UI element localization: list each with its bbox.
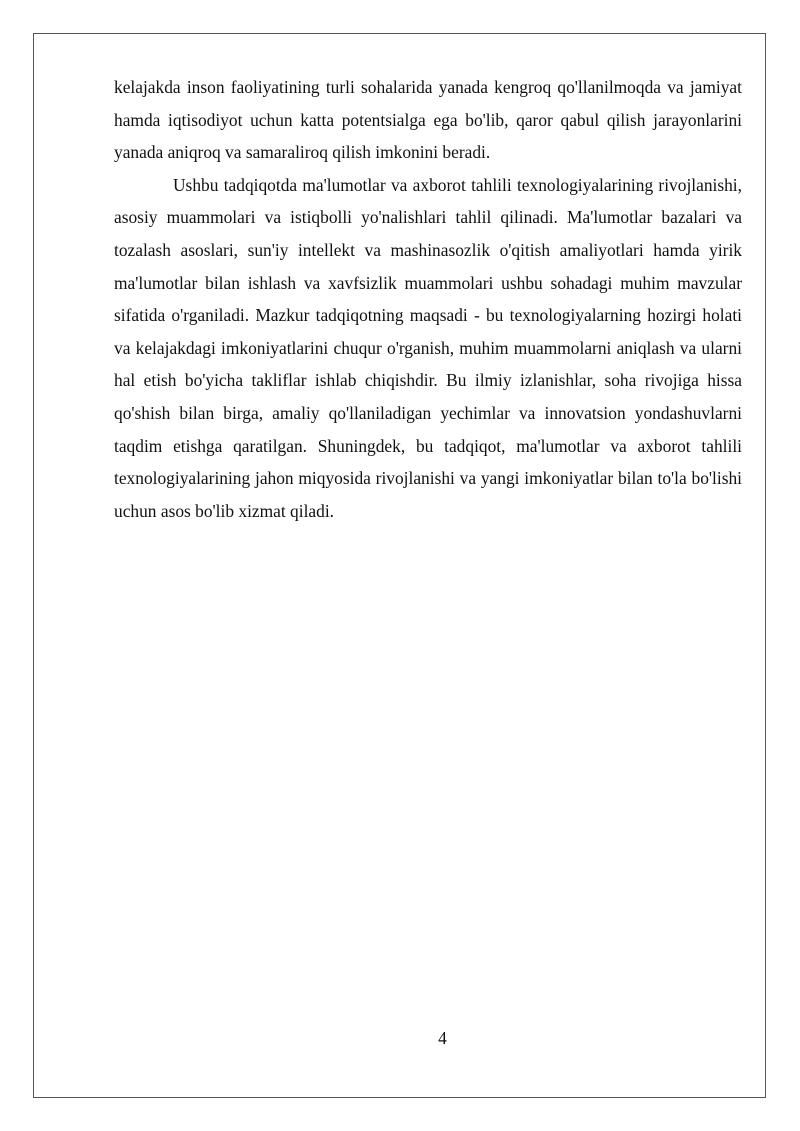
body-text: [114, 71, 742, 527]
paragraph-continuation: kelajakda inson faoliyatining turli sohalarida yanada kengroq qo'llanilmoqda va jamiyat hamda iqtisodiyot uchun katta potentsialga ega bo'lib, qaror qabul qilish jarayonlarini yanada aniqroq va samaraliroq qilish imkonini beradi.: [114, 77, 742, 163]
page-number: 4: [438, 1028, 447, 1048]
paragraph-research-overview: Ushbu tadqiqotda ma'lumotlar va axborot tahlili texnologiyalarining rivojlanishi, asosiy muammolari va istiqbolli yo'nalishlari tahlil qilinadi. Ma'lumotlar bazalari va tozalash asoslari, sun'iy intellekt va mashinasozlik o'qitish amaliyotlari hamda yirik ma'lumotlar bilan ishlash va xavfsizlik muammolari ushbu sohadagi muhim mavzular sifatida o'rganiladi. Mazkur tadqiqotning maqsadi - bu texnologiyalarning hozirgi holati va kelajakdagi imkoniyatlarini chuqur o'rganish, muhim muammolarni aniqlash va ularni hal etish bo'yicha takliflar ishlab chiqishdir. Bu ilmiy izlanishlar, soha rivojiga hissa qo'shish bilan birga, amaliy qo'llaniladigan yechimlar va innovatsion yondashuvlarni taqdim etishga qaratilgan. Shuningdek, bu tadqiqot, ma'lumotlar va axborot tahlili texnologiyalarining jahon miqyosida rivojlanishi va yangi imkoniyatlar bilan to'la bo'lishi uchun asos bo'lib xizmat qiladi.: [114, 174, 742, 521]
